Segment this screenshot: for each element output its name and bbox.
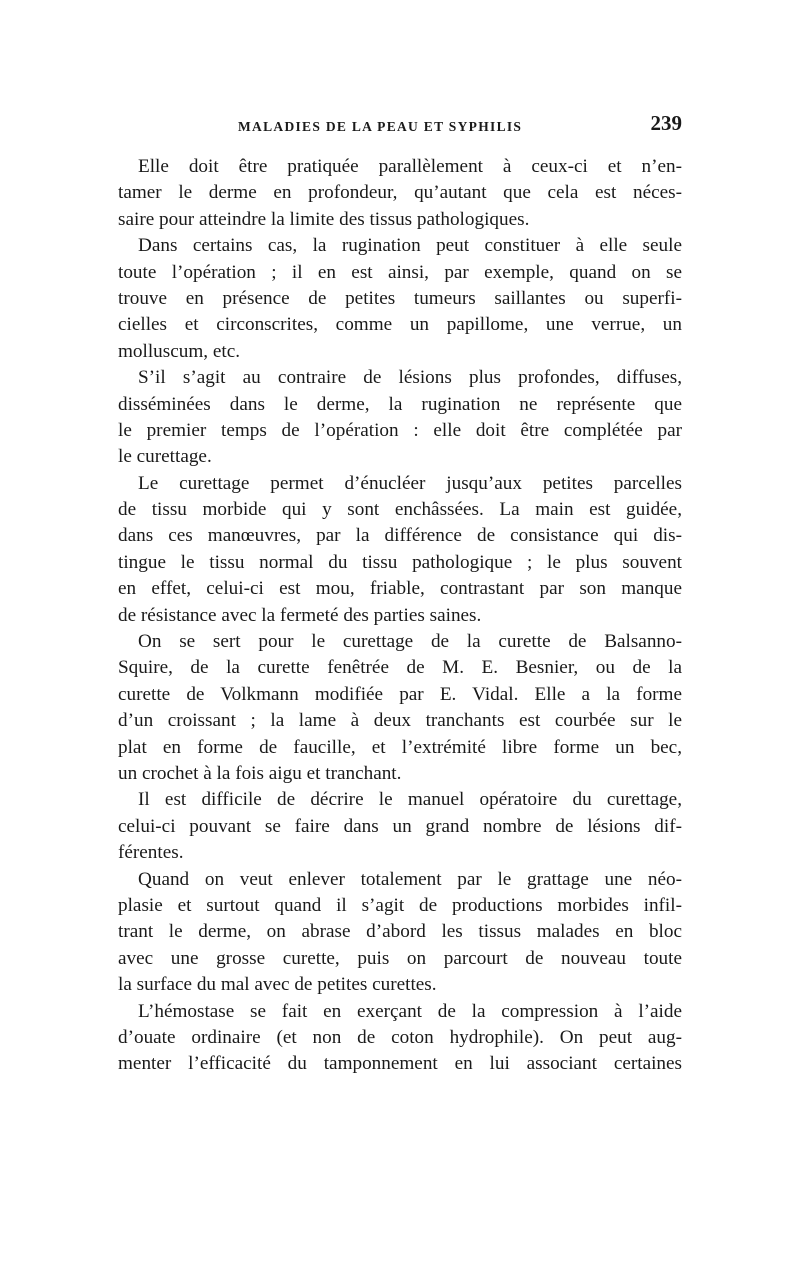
text-line: d’ouate ordinaire (et non de coton hydrophile). On peut aug- xyxy=(118,1026,682,1048)
text-line: L’hémostase se fait en exerçant de la compression à l’aide xyxy=(138,1000,682,1022)
text-line: saire pour atteindre la limite des tissus pathologiques. xyxy=(118,208,530,230)
paragraph xyxy=(118,629,682,787)
text-line: la surface du mal avec de petites curettes. xyxy=(118,974,437,996)
text-line: disséminées dans le derme, la rugination ne représente que xyxy=(118,393,682,415)
text-line: d’un croissant ; la lame à deux tranchants est courbée sur le xyxy=(118,710,682,732)
text-line: Le curettage permet d’énucléer jusqu’aux petites parcelles xyxy=(138,472,682,494)
running-head xyxy=(118,111,682,141)
text-line: cielles et circonscrites, comme un papillome, une verrue, un xyxy=(118,314,682,336)
text-line: avec une grosse curette, puis on parcourt de nouveau toute xyxy=(118,947,682,969)
text-line: un crochet à la fois aigu et tranchant. xyxy=(118,762,402,784)
body-text xyxy=(118,154,682,1078)
text-line: de résistance avec la fermeté des parties saines. xyxy=(118,604,482,626)
text-line: S’il s’agit au contraire de lésions plus profondes, diffuses, xyxy=(138,367,682,389)
text-line: On se sert pour le curettage de la curette de Balsanno- xyxy=(138,631,682,653)
paragraph xyxy=(118,471,682,629)
text-line: tingue le tissu normal du tissu pathologique ; le plus souvent xyxy=(118,551,682,573)
text-line: férentes. xyxy=(118,842,184,864)
paragraph xyxy=(118,787,682,866)
text-line: celui-ci pouvant se faire dans un grand nombre de lésions dif- xyxy=(118,815,682,837)
text-line: le premier temps de l’opération : elle doit être complétée par xyxy=(118,419,682,441)
text-line: le curettage. xyxy=(118,446,212,468)
text-line: trant le derme, on abrase d’abord les tissus malades en bloc xyxy=(118,921,682,943)
running-title: MALADIES DE LA PEAU ET SYPHILIS xyxy=(238,119,523,134)
text-line: molluscum, etc. xyxy=(118,340,241,362)
text-line: Dans certains cas, la rugination peut constituer à elle seule xyxy=(138,235,682,257)
text-line: Squire, de la curette fenêtrée de M. E. Besnier, ou de la xyxy=(118,657,682,679)
paragraph xyxy=(118,154,682,233)
text-line: en effet, celui-ci est mou, friable, contrastant par son manque xyxy=(118,578,682,600)
text-line: Il est difficile de décrire le manuel opératoire du curettage, xyxy=(138,789,682,811)
text-line: plasie et surtout quand il s’agit de productions morbides infil- xyxy=(118,894,682,916)
text-line: Quand on veut enlever totalement par le grattage une néo- xyxy=(138,868,682,890)
paragraph xyxy=(118,365,682,471)
text-line: tamer le derme en profondeur, qu’autant que cela est néces- xyxy=(118,182,682,204)
text-line: Elle doit être pratiquée parallèlement à ceux-ci et n’en- xyxy=(138,156,682,177)
text-line: trouve en présence de petites tumeurs saillantes ou superfi- xyxy=(118,287,682,309)
text-line: de tissu morbide qui y sont enchâssées. La main est guidée, xyxy=(118,499,682,521)
text-line: curette de Volkmann modifiée par E. Vidal. Elle a la forme xyxy=(118,683,682,705)
text-line: dans ces manœuvres, par la différence de consistance qui dis- xyxy=(118,525,682,547)
page-number: 239 xyxy=(650,111,682,135)
paragraph xyxy=(118,867,682,999)
text-line: plat en forme de faucille, et l’extrémité libre forme un bec, xyxy=(118,736,682,758)
paragraph xyxy=(118,233,682,365)
text-line: menter l’efficacité du tamponnement en lui associant certaines xyxy=(118,1053,682,1075)
paragraph xyxy=(118,999,682,1078)
text-line: toute l’opération ; il en est ainsi, par exemple, quand on se xyxy=(118,261,682,283)
